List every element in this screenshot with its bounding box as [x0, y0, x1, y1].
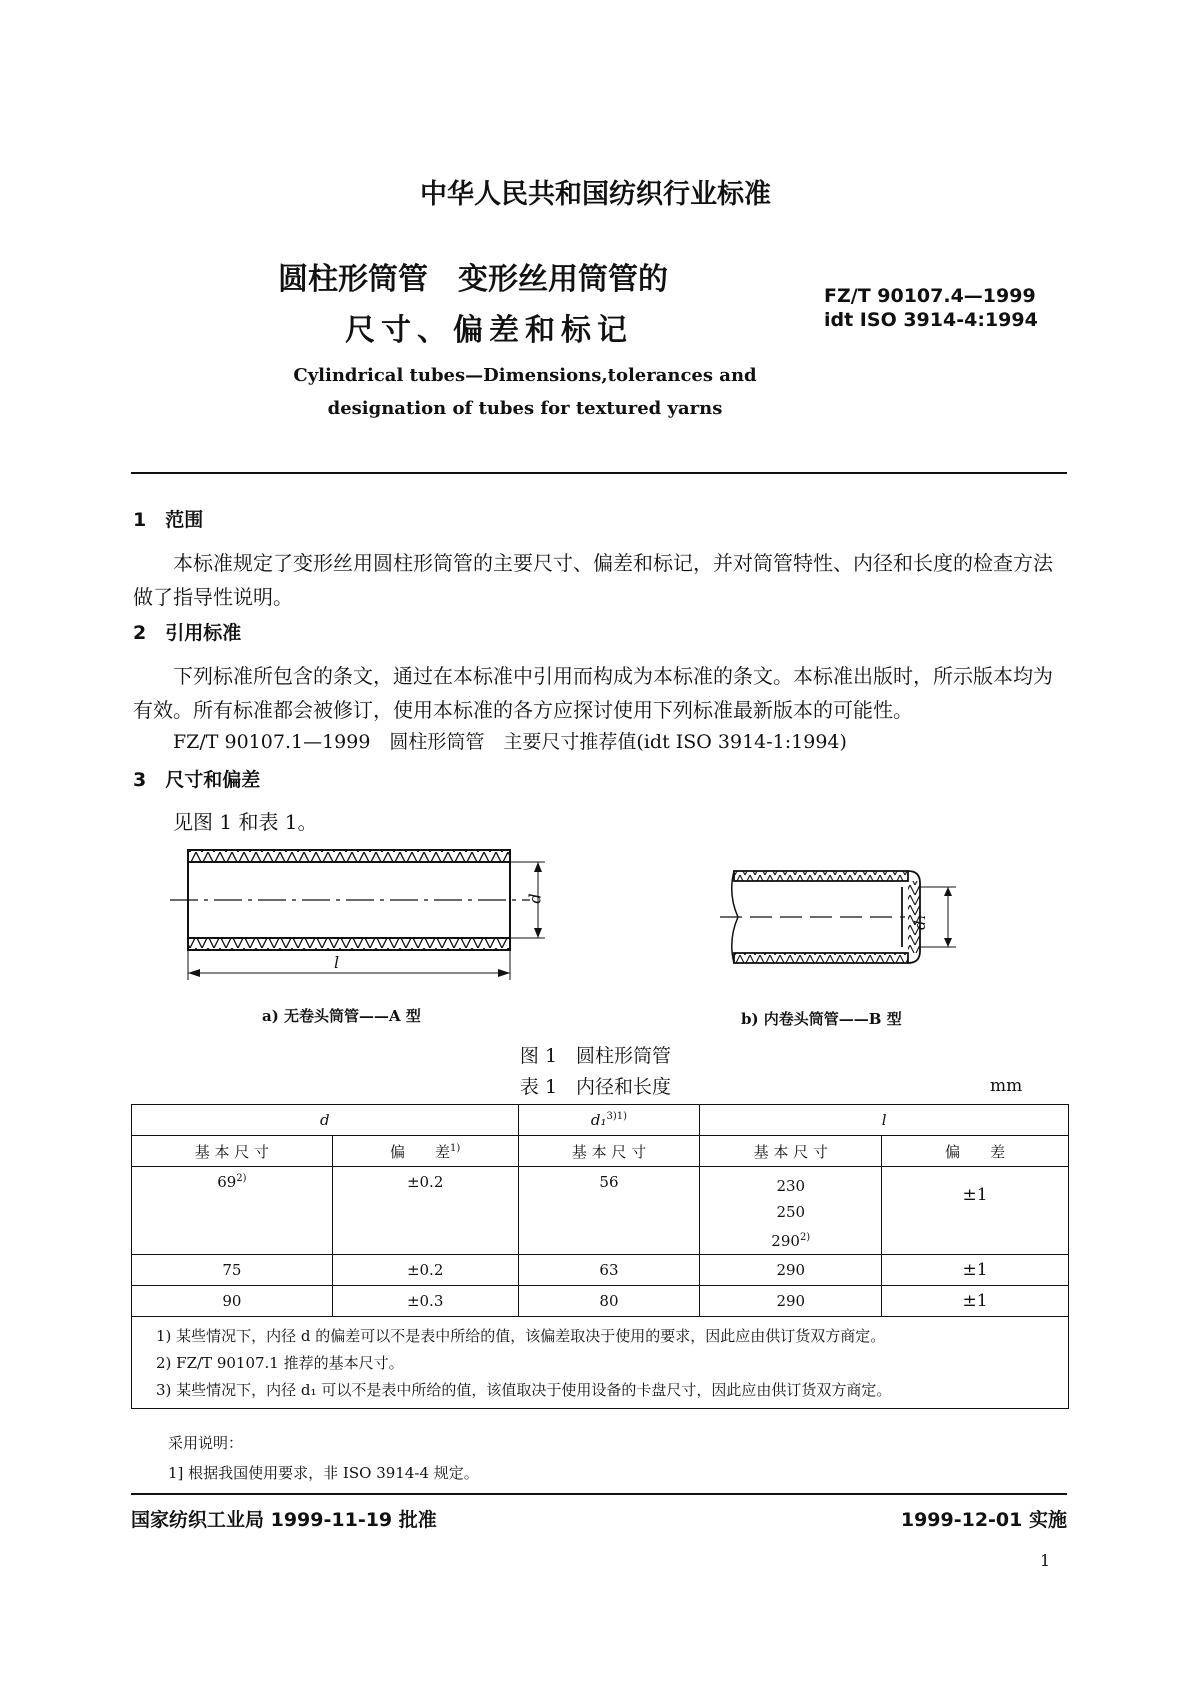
doc-title-line2: 尺寸、偏差和标记 — [345, 313, 633, 348]
footer-rule — [131, 1493, 1067, 1495]
section-3-title: 3 尺寸和偏差 — [133, 769, 261, 791]
header-rule — [131, 472, 1067, 474]
effective-date: 1999-12-01 实施 — [900, 1509, 1067, 1531]
cell-l-tolerance: ±1 — [882, 1255, 1069, 1286]
english-title-line1: Cylindrical tubes—Dimensions,tolerances and — [293, 365, 757, 386]
table-unit: mm — [990, 1076, 1023, 1096]
cell-d: 75 — [132, 1255, 333, 1286]
col-header-l-basic: 基 本 尺 寸 — [700, 1136, 882, 1167]
cell-l: 290 — [700, 1286, 882, 1317]
cell-l-tolerance: ±1 — [882, 1167, 1069, 1255]
dimension-table — [131, 1104, 1069, 1409]
col-header-d1-basic: 基 本 尺 寸 — [518, 1136, 700, 1167]
cell-tolerance: ±0.2 — [332, 1167, 518, 1255]
cell-d1: 80 — [518, 1286, 700, 1317]
approval-date: 国家纺织工业局 1999-11-19 批准 — [131, 1509, 437, 1531]
tube-type-a-drawing — [160, 840, 560, 990]
figure-1-caption: 图 1 圆柱形筒管 — [519, 1045, 672, 1067]
cell-l-tolerance: ±1 — [882, 1286, 1069, 1317]
table-row — [132, 1167, 1069, 1255]
english-title-line2: designation of tubes for textured yarns — [327, 398, 723, 419]
cell-d1: 56 — [518, 1167, 700, 1255]
section-2-text: 下列标准所包含的条文，通过在本标准中引用而构成为本标准的条文。本标准出版时，所示版本均为有效。所有标准都会被修订，使用本标准的各方应探讨使用下列标准最新版本的可能性。 — [133, 664, 1053, 722]
table-note-2: 2) FZ/T 90107.1 推荐的基本尺寸。 — [156, 1354, 404, 1372]
section-1-text: 本标准规定了变形丝用圆柱形筒管的主要尺寸、偏差和标记，并对筒管特性、内径和长度的检查方法做了指导性说明。 — [133, 551, 1053, 609]
label-d1: d₁ — [910, 914, 929, 930]
section-2-title: 2 引用标准 — [133, 622, 242, 644]
footnote-title: 采用说明： — [168, 1434, 244, 1452]
footnote-text: 1] 根据我国使用要求，非 ISO 3914-4 规定。 — [168, 1464, 479, 1482]
section-2-reference: FZ/T 90107.1—1999 圆柱形筒管 主要尺寸推荐值(idt ISO 3914-1:1994) — [173, 731, 847, 753]
footnote-rule — [131, 1408, 311, 1409]
group-header-d: d — [132, 1105, 519, 1136]
figure-a-caption: a) 无卷头筒管——A 型 — [262, 1007, 421, 1025]
standard-code: FZ/T 90107.4—1999 — [824, 285, 1036, 307]
col-header-d-tolerance: 偏 差$^{1)}$ — [332, 1136, 518, 1167]
figure-b-caption: b) 内卷头筒管——B 型 — [741, 1010, 902, 1028]
col-header-l-tolerance: 偏 差 — [882, 1136, 1069, 1167]
cell-d: 90 — [132, 1286, 333, 1317]
cell-d: 69$^{2)}$ — [132, 1167, 333, 1255]
cell-tolerance: ±0.3 — [332, 1286, 518, 1317]
idt-code: idt ISO 3914-4:1994 — [824, 309, 1038, 331]
table-notes — [132, 1317, 1069, 1409]
table-1-caption: 表 1 内径和长度 — [519, 1076, 672, 1098]
cell-l: 290 — [700, 1255, 882, 1286]
table-note-3: 3) 某些情况下，内径 d₁ 可以不是表中所给的值，该值取决于使用设备的卡盘尺寸，因此应由供订货双方商定。 — [156, 1381, 892, 1399]
page-number: 1 — [1040, 1551, 1051, 1570]
cell-tolerance: ±0.2 — [332, 1255, 518, 1286]
group-header-d1: d₁$^{3)1)}$ — [518, 1105, 700, 1136]
label-l: l — [334, 953, 340, 972]
table-note-1: 1) 某些情况下，内径 d 的偏差可以不是表中所给的值，该偏差取决于使用的要求，因此应由供订货双方商定。 — [156, 1327, 886, 1345]
cell-l: 230 250 290$^{2)}$ — [700, 1167, 882, 1255]
org-title: 中华人民共和国纺织行业标准 — [420, 179, 771, 210]
section-1-title: 1 范围 — [133, 509, 204, 531]
cell-d1: 63 — [518, 1255, 700, 1286]
group-header-l: l — [700, 1105, 1069, 1136]
table-row — [132, 1255, 1069, 1286]
section-3-text: 见图 1 和表 1。 — [173, 810, 318, 834]
doc-title-line1: 圆柱形筒管 变形丝用筒管的 — [278, 262, 668, 297]
table-row — [132, 1286, 1069, 1317]
label-d: d — [525, 893, 545, 904]
col-header-d-basic: 基 本 尺 寸 — [132, 1136, 333, 1167]
